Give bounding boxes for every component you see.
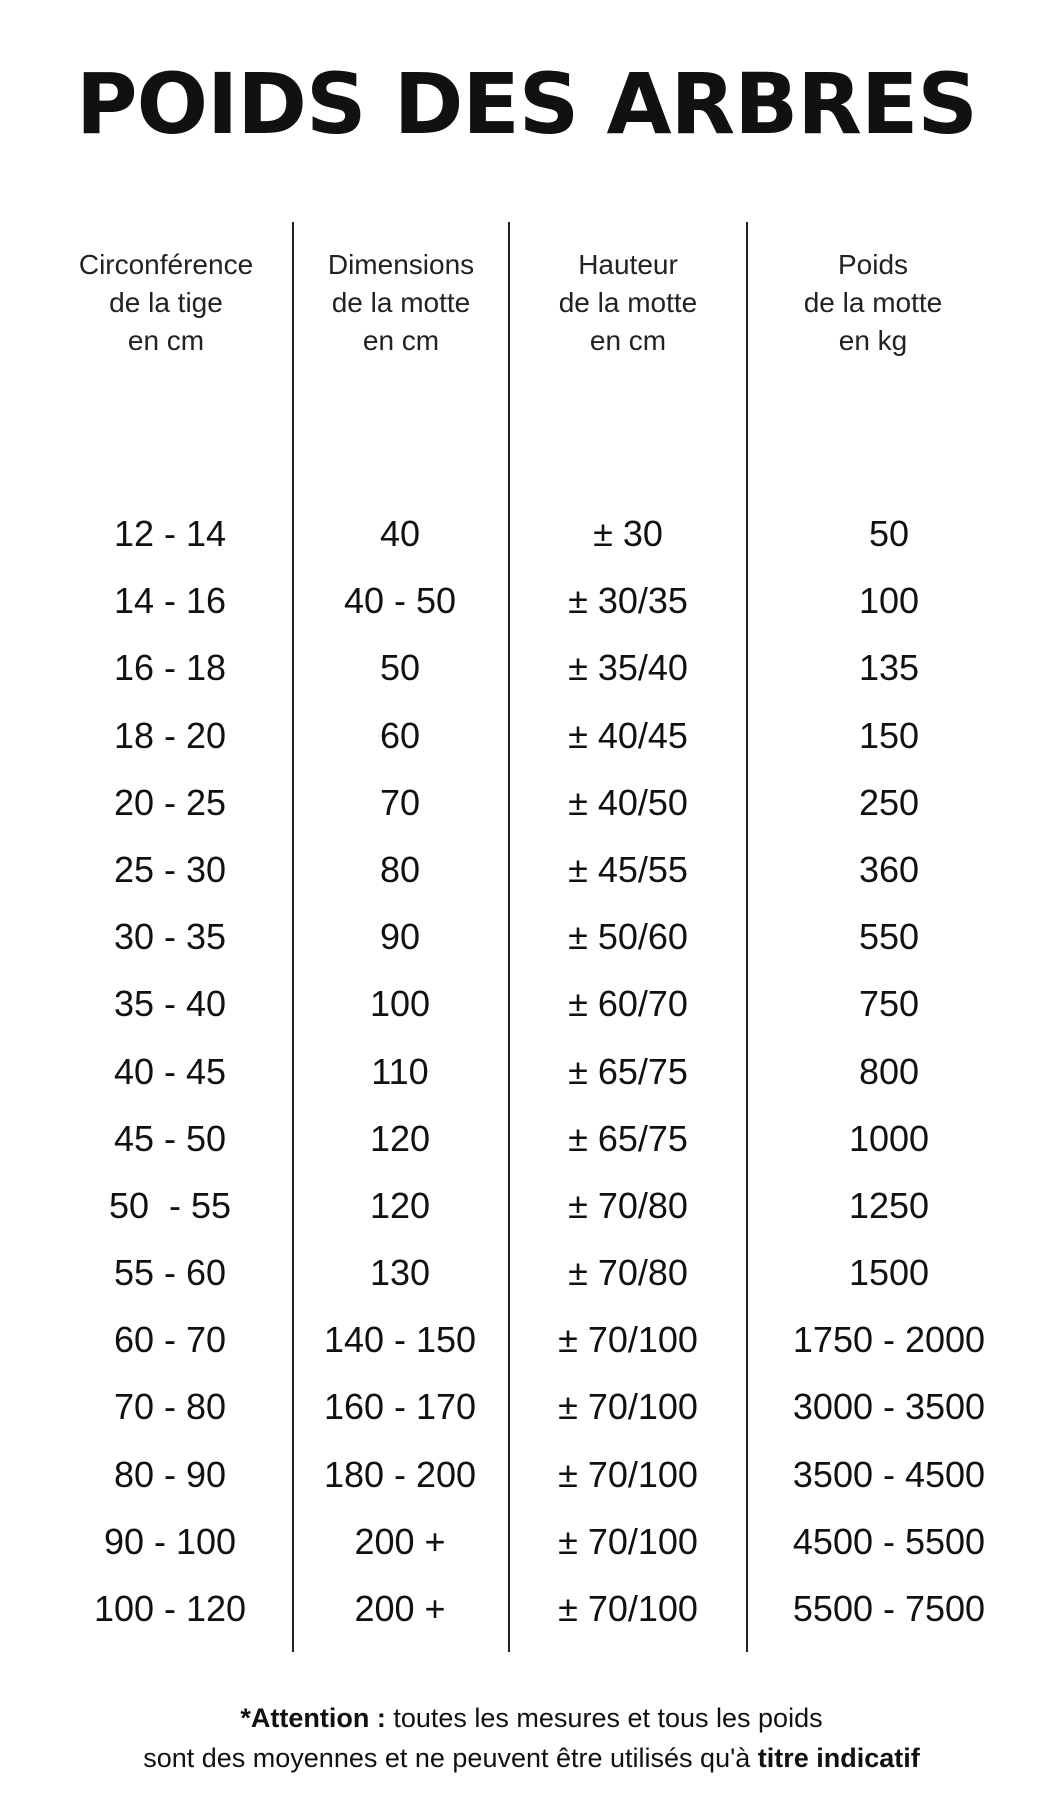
header-dimensions: Dimensions de la motte en cm (327, 249, 475, 356)
cell-dimensions: 40 - 50 (343, 580, 457, 622)
cell-weight: 1000 (848, 1117, 930, 1159)
cell-height: ± 70/100 (558, 1453, 698, 1495)
cell-dimensions: 160 - 170 (323, 1386, 477, 1428)
table-row (0, 974, 1063, 1041)
cell-circumference: 25 - 30 (113, 848, 227, 890)
cell-circumference: 30 - 35 (113, 916, 227, 958)
table-row (0, 907, 1063, 974)
table-row (0, 1109, 1063, 1176)
cell-circumference: 100 - 120 (93, 1588, 247, 1629)
cell-circumference: 16 - 18 (113, 647, 227, 689)
cell-height: ± 45/55 (568, 848, 688, 890)
header-height: Hauteur de la motte en cm (558, 249, 698, 356)
cell-dimensions: 90 (379, 916, 421, 958)
cell-height: ± 40/45 (568, 714, 688, 756)
cell-circumference: 18 - 20 (113, 714, 227, 756)
cell-circumference: 60 - 70 (113, 1319, 227, 1361)
cell-circumference: 20 - 25 (113, 781, 227, 823)
page-title: POIDS DES ARBRES (76, 55, 977, 153)
cell-height: ± 65/75 (568, 1117, 688, 1159)
cell-height: ± 50/60 (568, 916, 688, 958)
cell-height: ± 70/80 (568, 1184, 688, 1226)
cell-circumference: 70 - 80 (113, 1386, 227, 1428)
table-row (0, 840, 1063, 907)
cell-weight: 4500 - 5500 (792, 1520, 986, 1562)
cell-weight: 800 (858, 1050, 920, 1092)
cell-dimensions: 180 - 200 (323, 1453, 477, 1495)
cell-weight: 1250 (848, 1184, 930, 1226)
footer-note (0, 1698, 1063, 1778)
cell-weight: 750 (858, 983, 920, 1025)
cell-circumference: 35 - 40 (113, 983, 227, 1025)
table-row (0, 1512, 1063, 1579)
cell-circumference: 55 - 60 (113, 1252, 227, 1294)
cell-height: ± 30 (593, 513, 663, 554)
attention-label: *Attention : (240, 1703, 386, 1733)
cell-weight: 1750 - 2000 (792, 1319, 986, 1361)
cell-dimensions: 80 (379, 848, 421, 890)
cell-dimensions: 100 (369, 983, 431, 1025)
cell-height: ± 70/100 (558, 1588, 698, 1629)
cell-height: ± 30/35 (568, 580, 688, 622)
table-row (0, 1445, 1063, 1512)
cell-height: ± 70/100 (558, 1386, 698, 1428)
cell-dimensions: 120 (369, 1184, 431, 1226)
cell-height: ± 70/100 (558, 1319, 698, 1361)
cell-dimensions: 70 (379, 781, 421, 823)
cell-weight: 100 (858, 580, 920, 622)
cell-dimensions: 200 + (354, 1520, 446, 1562)
cell-weight: 5500 - 7500 (792, 1588, 986, 1629)
cell-circumference: 80 - 90 (113, 1453, 227, 1495)
cell-height: ± 60/70 (568, 983, 688, 1025)
cell-dimensions: 60 (379, 714, 421, 756)
cell-dimensions: 50 (379, 647, 421, 689)
cell-circumference: 50 - 55 (108, 1184, 232, 1226)
table-row (0, 1310, 1063, 1377)
cell-weight: 50 (868, 513, 910, 554)
cell-dimensions: 40 (379, 513, 421, 554)
cell-dimensions: 140 - 150 (323, 1319, 477, 1361)
data-table (0, 504, 1063, 1646)
cell-dimensions: 130 (369, 1252, 431, 1294)
cell-height: ± 70/80 (568, 1252, 688, 1294)
footer-line-1: *Attention : toutes les mesures et tous les poids (240, 1703, 823, 1733)
table-row (0, 1042, 1063, 1109)
cell-weight: 3000 - 3500 (792, 1386, 986, 1428)
cell-dimensions: 120 (369, 1117, 431, 1159)
cell-circumference: 14 - 16 (113, 580, 227, 622)
footer-line-2: sont des moyennes et ne peuvent être utilisés qu'à titre indicatif (143, 1743, 920, 1773)
table-row (0, 1176, 1063, 1243)
table-row (0, 773, 1063, 840)
cell-weight: 135 (858, 647, 920, 689)
cell-weight: 3500 - 4500 (792, 1453, 986, 1495)
header-weight: Poids de la motte en kg (803, 249, 943, 356)
cell-circumference: 40 - 45 (113, 1050, 227, 1092)
cell-weight: 250 (858, 781, 920, 823)
cell-dimensions: 110 (371, 1050, 429, 1092)
table-row (0, 1579, 1063, 1646)
cell-circumference: 90 - 100 (103, 1520, 237, 1562)
cell-height: ± 70/100 (558, 1520, 698, 1562)
cell-dimensions: 200 + (354, 1588, 446, 1629)
cell-weight: 550 (858, 916, 920, 958)
cell-weight: 360 (858, 848, 920, 890)
header-circumference: Circonférence de la tige en cm (78, 249, 254, 356)
cell-circumference: 12 - 14 (113, 513, 227, 554)
table-row (0, 571, 1063, 638)
table-row (0, 706, 1063, 773)
table-row (0, 1377, 1063, 1444)
cell-circumference: 45 - 50 (113, 1117, 227, 1159)
table-row (0, 504, 1063, 571)
cell-weight: 1500 (848, 1252, 930, 1294)
cell-weight: 150 (858, 714, 920, 756)
table-row (0, 638, 1063, 705)
cell-height: ± 35/40 (568, 647, 688, 689)
table-row (0, 1243, 1063, 1310)
cell-height: ± 40/50 (568, 781, 688, 823)
indicative-label: titre indicatif (757, 1743, 920, 1773)
cell-height: ± 65/75 (568, 1050, 688, 1092)
